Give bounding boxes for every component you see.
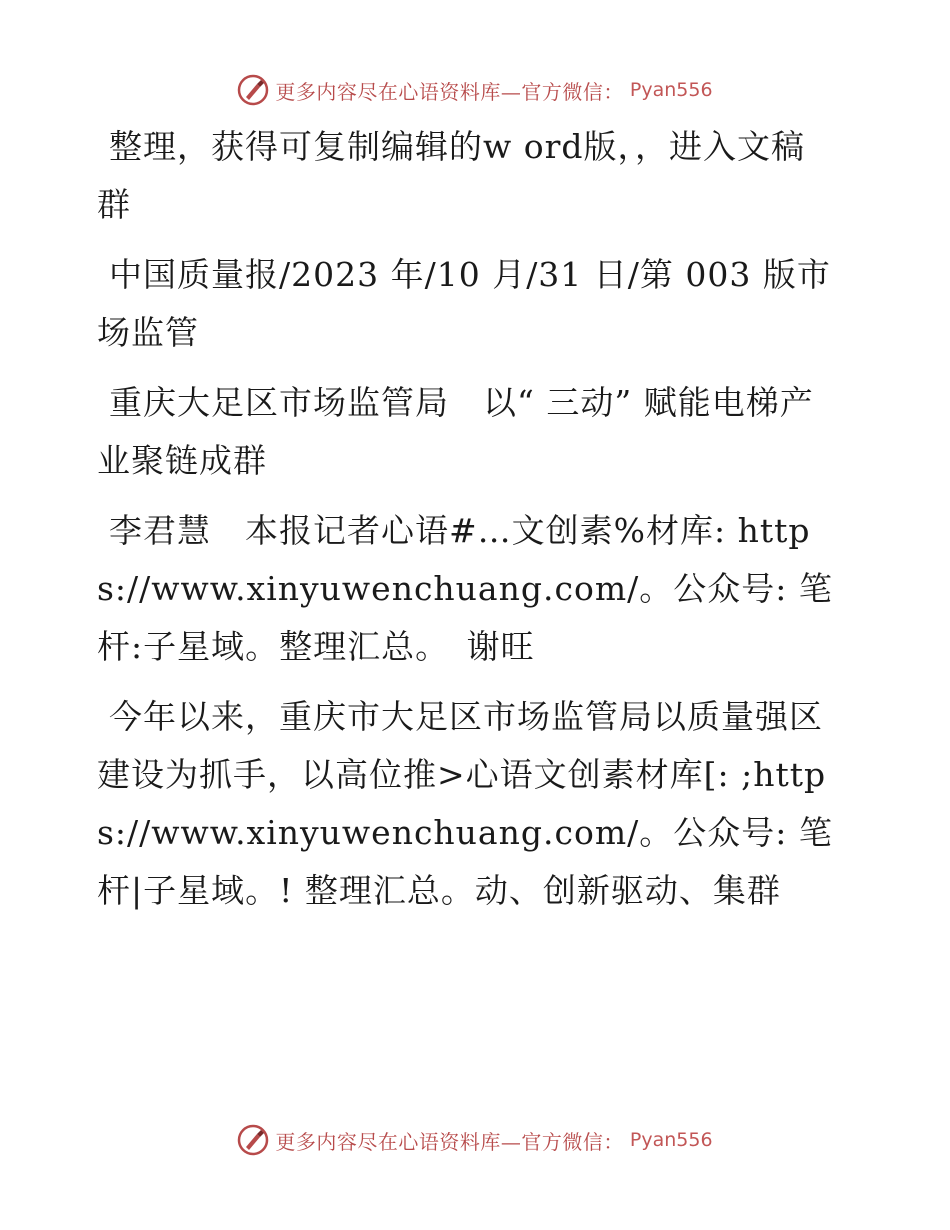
pen-logo-icon xyxy=(237,74,269,106)
paragraph-byline: 李君慧 本报记者心语#…文创素%材库: https://www.xinyuwenchuang.com/。公众号: 笔杆:子星域。整理汇总。 谢旺 xyxy=(97,511,833,666)
paragraph-headline: 重庆大足区市场监管局 以“ 三动” 赋能电梯产业聚链成群 xyxy=(97,383,814,480)
paragraph-publication: 中国质量报/2023 年/10 月/31 日/第 003 版市场监管 xyxy=(97,255,831,352)
header-watermark xyxy=(0,70,950,110)
watermark-wechat-id: Pyan556 xyxy=(629,1129,713,1151)
watermark-text: 更多内容尽在心语资料库—官方微信： xyxy=(275,1129,624,1154)
paragraph-body: 今年以来，重庆市大足区市场监管局以质量强区建设为抓手，以高位推>心语文创素材库[: ;https://www.xinyuwenchuang.com/。公众号: 笔杆|子星域。! 整理汇总。动、创新驱动、集群 xyxy=(97,697,833,910)
document-body xyxy=(97,118,837,932)
paragraph-source-note: 整理，获得可复制编辑的w ord版，，进入文稿群 xyxy=(97,127,806,224)
pen-logo-icon xyxy=(237,1124,269,1156)
watermark-wechat-id: Pyan556 xyxy=(629,79,713,101)
footer-watermark xyxy=(0,1120,950,1160)
watermark-text: 更多内容尽在心语资料库—官方微信： xyxy=(275,79,624,104)
